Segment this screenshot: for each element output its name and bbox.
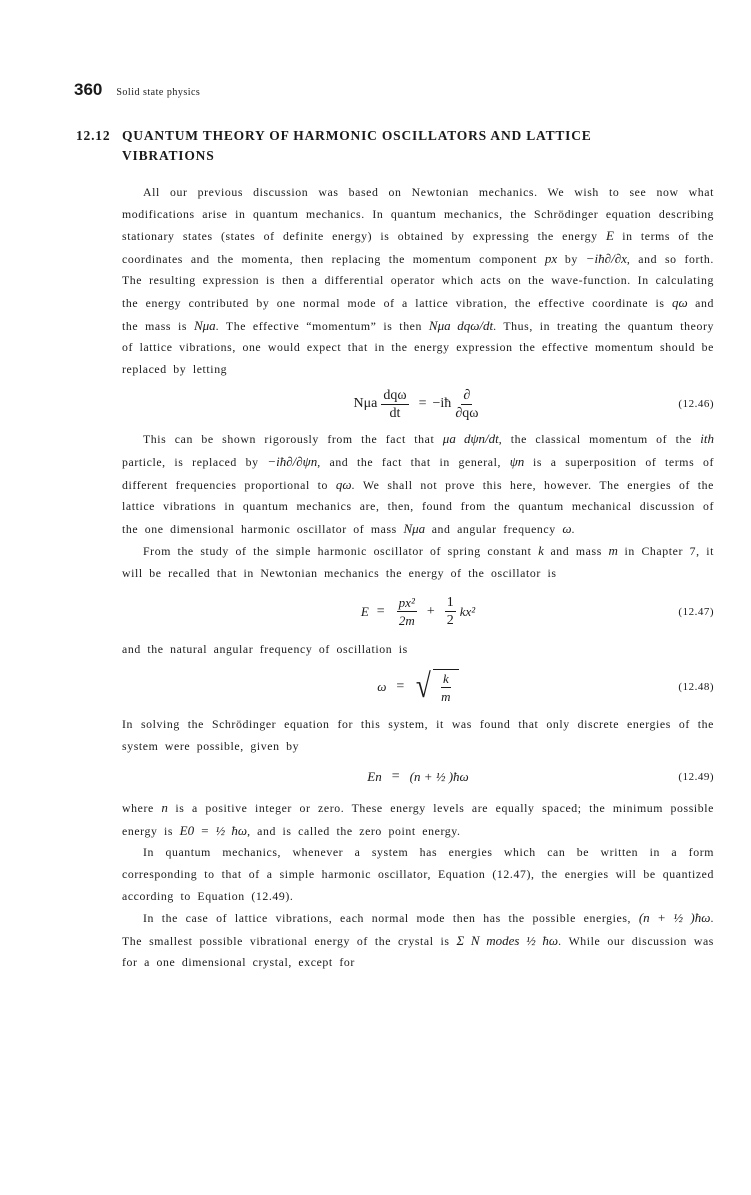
equation-12-48: ω = √ $\frac{k}{m}$ (12.48) <box>377 668 714 706</box>
equation-12-46: Nμa $\frac{\text{dqω}}{dt}$ = −iħ $\frac{\partial}{\partial q\omega}$ (12.46) <box>353 387 714 421</box>
paragraph-1: All our previous discussion was based on Newtonian mechanics. We wish to see now what modifications arise in quantum mechanics. In quantum mechanics, the Schrödinger equation describing stationary states (states of definite energy) is obtained by expressing the energy E in terms of the coordinates and the momenta, then replacing the momentum component px by −iħ∂/∂x, and so forth. The resulting expression is then a differential operator which acts on the wave-function. In calculating the energy contributed by one normal mode of a lattice vibration, the effective coordinate is qω and the mass is Nμa. The effective “momentum” is then Nμa dqω/dt. Thus, in treating the quantum theory of lattice vibrations, one would expect that in the energy expression the effective momentum should be replaced by letting <box>122 185 714 376</box>
equation-number: (12.47) <box>678 605 714 618</box>
running-title: Solid state physics <box>116 87 201 98</box>
equation-number: (12.49) <box>678 771 714 784</box>
paragraph-5: In solving the Schrödinger equation for this system, it was found that only discrete energies of the system were possible, given by <box>122 717 714 753</box>
paragraph-7: In quantum mechanics, whenever a system has energies which can be written in a form corresponding to that of a simple harmonic oscillator, Equation (12.47), the energies will be quantized according to Equation (12.49). <box>122 845 714 903</box>
paragraph-6: where n is a positive integer or zero. These energy levels are equally spaced; the minimum possible energy is E0 = ½ ħω, and is called the zero point energy. <box>122 800 714 838</box>
paragraph-2: This can be shown rigorously from the fact that μa dψn/dt, the classical momentum of the ith particle, is replaced by −iħ∂/∂ψn, and the fact that in general, ψn is a superposition of terms of different frequencies proportional to qω. We shall not prove this here, however. The energies of the lattice vibrations in quantum mechanics are, then, found from the quantum mechanical discussion of the one dimensional harmonic oscillator of mass Nμa and angular frequency ω. <box>122 431 714 536</box>
equation-number: (12.46) <box>678 398 714 411</box>
equation-12-49: En = (n + ½ )ħω (12.49) <box>367 769 714 785</box>
equation-number: (12.48) <box>678 681 714 694</box>
section-heading <box>76 126 696 166</box>
paragraph-4: and the natural angular frequency of oscillation is <box>122 641 408 656</box>
paragraph-8: In the case of lattice vibrations, each normal mode then has the possible energies, (n + ½ )ħω. The smallest possible vibrational energy of the crystal is Σ N modes ½ ħω. While our discussion was for a one dimensional crystal, except for <box>122 910 715 970</box>
page-header <box>74 80 200 100</box>
equation-12-47: E = $\frac{\text{px²}}{2m}$ + $\frac{1}{2}$ kx² (12.47) <box>360 595 714 628</box>
section-number: 12.12 <box>76 128 111 143</box>
paragraph-3: From the study of the simple harmonic oscillator of spring constant k and mass m in Chapter 7, it will be recalled that in Newtonian mechanics the energy of the oscillator is <box>122 543 715 580</box>
page-number: 360 <box>74 80 103 99</box>
section-title: QUANTUM THEORY OF HARMONIC OSCILLATORS AND LATTICE VIBRATIONS <box>122 128 592 163</box>
main-text <box>122 182 714 974</box>
